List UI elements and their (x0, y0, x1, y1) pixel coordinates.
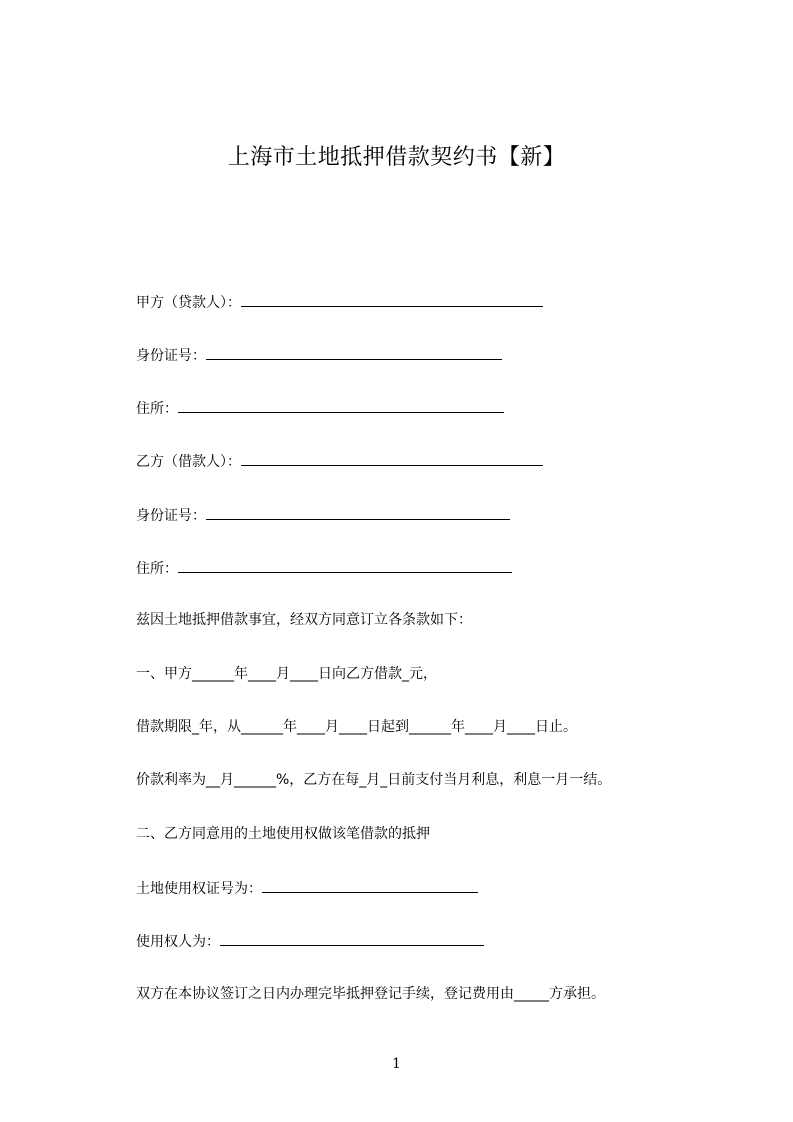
land-cert-line (136, 878, 478, 898)
party-b-line (136, 451, 543, 471)
clause-1-line-3: 价款利率为__月______%，乙方在每_月_日前支付当月利息，利息一月一结。 (136, 772, 612, 788)
document-title: 上海市土地抵押借款契约书【新】 (227, 145, 566, 170)
party-a-address-line (136, 398, 504, 418)
party-b-address-label: 住所： (136, 561, 178, 577)
party-b-address-line (136, 558, 512, 578)
land-cert-label: 土地使用权证号为： (136, 881, 262, 897)
page-number: 1 (392, 1056, 401, 1072)
party-a-id-label: 身份证号： (136, 348, 206, 364)
holder-line (136, 931, 484, 951)
party-a-address-blank[interactable] (178, 398, 504, 413)
party-b-blank[interactable] (241, 451, 543, 466)
party-a-id-line (136, 345, 502, 365)
party-b-id-blank[interactable] (206, 505, 510, 520)
intro-text: 兹因土地抵押借款事宜，经双方同意订立各条款如下： (136, 612, 472, 628)
party-b-id-line (136, 505, 510, 525)
holder-label: 使用权人为： (136, 934, 220, 950)
party-a-id-blank[interactable] (206, 345, 502, 360)
clause-1-line-2: 借款期限_年，从______年____月____日起到______年____月____日止。 (136, 719, 577, 735)
party-b-label: 乙方（借款人）： (136, 454, 241, 470)
land-cert-blank[interactable] (262, 878, 478, 893)
party-a-label: 甲方（贷款人）： (136, 295, 241, 311)
clause-2-heading: 二、乙方同意用的土地使用权做该笔借款的抵押 (136, 826, 430, 842)
party-a-address-label: 住所： (136, 401, 178, 417)
party-b-address-blank[interactable] (178, 558, 512, 573)
party-a-line (136, 292, 543, 312)
clause-1-line-1: 一、甲方______年____月____日向乙方借款_元， (136, 666, 437, 682)
registration-text: 双方在本协议签订之日内办理完毕抵押登记手续，登记费用由_____方承担。 (136, 986, 605, 1002)
party-a-blank[interactable] (241, 292, 543, 307)
party-b-id-label: 身份证号： (136, 508, 206, 524)
holder-blank[interactable] (220, 931, 484, 946)
